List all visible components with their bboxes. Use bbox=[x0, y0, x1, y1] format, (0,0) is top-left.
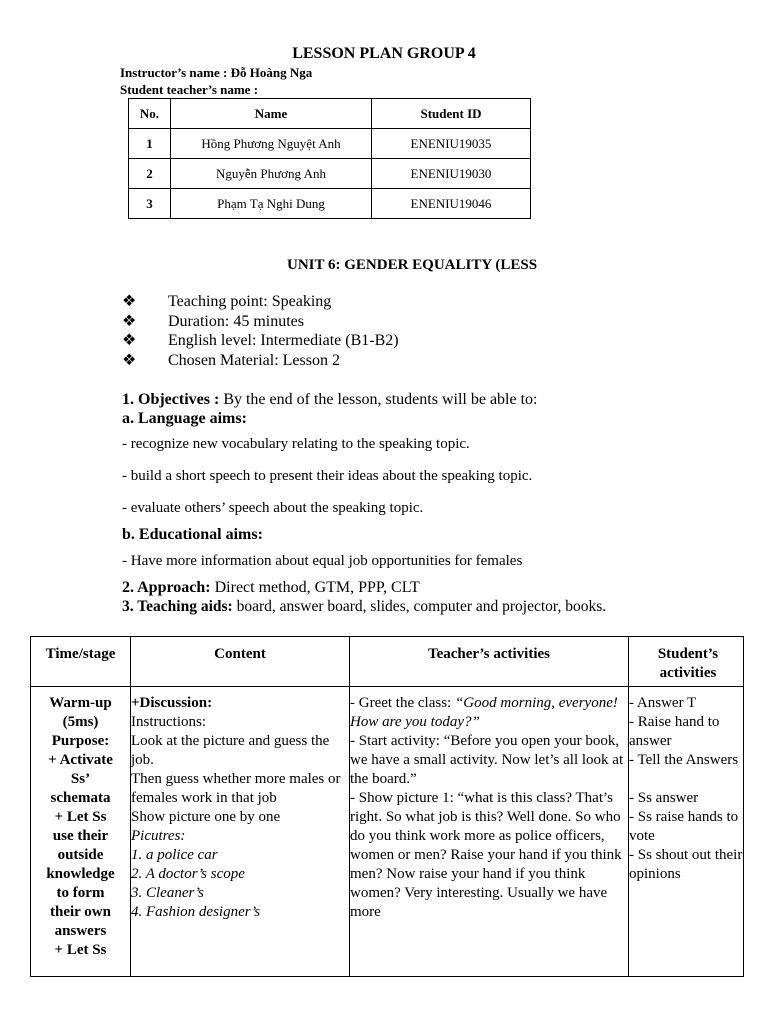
objectives-label: 1. Objectives : bbox=[122, 391, 220, 408]
stage-line: Ss’ bbox=[70, 771, 91, 787]
stage-line: their own bbox=[50, 904, 111, 920]
column-header: Content bbox=[131, 637, 350, 687]
table-header-row bbox=[129, 99, 531, 129]
approach-label: 2. Approach: bbox=[122, 579, 211, 596]
student-activity: - Answer T bbox=[629, 695, 697, 711]
stage-line: + Let Ss bbox=[54, 942, 107, 958]
greet-prefix: - Greet the class: bbox=[350, 695, 455, 711]
column-header: Student ID bbox=[372, 99, 531, 129]
table-row bbox=[31, 687, 744, 977]
student-activity: - Ss raise hands to vote bbox=[629, 809, 739, 844]
diamond-bullet-icon: ❖ bbox=[122, 293, 137, 310]
discussion-heading: +Discussion: bbox=[131, 695, 213, 711]
table-cell: Hồng Phương Nguyệt Anh bbox=[171, 129, 372, 159]
column-header: Time/stage bbox=[31, 637, 131, 687]
educational-aims-label: b. Educational aims: bbox=[122, 526, 263, 543]
spacer bbox=[629, 770, 743, 789]
table-cell: Nguyễn Phương Anh bbox=[171, 159, 372, 189]
language-aim: - evaluate others’ speech about the speaking topic. bbox=[122, 500, 424, 516]
student-activity: - Ss answer bbox=[629, 790, 699, 806]
table-row bbox=[129, 189, 531, 219]
list-item bbox=[122, 351, 399, 371]
approach-text: Direct method, GTM, PPP, CLT bbox=[210, 579, 420, 596]
stage-line: Warm-up bbox=[49, 695, 112, 711]
diamond-bullet-icon: ❖ bbox=[122, 312, 137, 330]
list-item-text: Chosen Material: Lesson 2 bbox=[168, 351, 340, 369]
teaching-aids-label: 3. Teaching aids: bbox=[122, 598, 233, 615]
stage-line: (5ms) bbox=[62, 714, 99, 730]
list-item-text: Teaching point: Speaking bbox=[168, 293, 332, 310]
column-header: Teacher’s activities bbox=[350, 637, 629, 687]
table-cell: 1 bbox=[129, 129, 171, 159]
start-activity: - Start activity: “Before you open your book, we have a small activity. Now let’s all look at the board.” bbox=[350, 733, 624, 787]
table-row bbox=[129, 159, 531, 189]
content-line: Show picture one by one bbox=[131, 809, 281, 825]
table-cell: 3 bbox=[129, 189, 171, 219]
stage-line: Purpose: bbox=[51, 733, 110, 749]
picture-item: 3. Cleaner’s bbox=[131, 885, 204, 901]
diamond-bullet-icon: ❖ bbox=[122, 351, 137, 369]
lesson-plan-table bbox=[30, 636, 744, 977]
approach-line bbox=[122, 579, 420, 597]
instructor-name: Instructor’s name : Đỗ Hoàng Nga bbox=[120, 65, 313, 80]
language-aims-label: a. Language aims: bbox=[122, 410, 247, 427]
page-title: LESSON PLAN GROUP 4 bbox=[292, 45, 476, 62]
teacher-activities-cell bbox=[350, 687, 629, 977]
table-cell: Phạm Tạ Nghi Dung bbox=[171, 189, 372, 219]
column-header: No. bbox=[129, 99, 171, 129]
teaching-aids-line bbox=[122, 598, 606, 616]
stage-line: use their bbox=[52, 828, 109, 844]
stage-line: answers bbox=[54, 923, 107, 939]
picture-item: 2. A doctor’s scope bbox=[131, 866, 245, 882]
table-cell: ENENIU19035 bbox=[372, 129, 531, 159]
student-teacher-name: Student teacher’s name : bbox=[120, 82, 259, 97]
student-activity: - Tell the Answers bbox=[629, 752, 739, 768]
stage-line: + Activate bbox=[48, 752, 113, 768]
lesson-info-list bbox=[122, 292, 399, 370]
column-header: Student’s activities bbox=[629, 637, 744, 687]
student-activity: - Raise hand to answer bbox=[629, 714, 720, 749]
stage-line: outside bbox=[57, 847, 104, 863]
picture-item: 4. Fashion designer’s bbox=[131, 904, 261, 920]
list-item bbox=[122, 292, 399, 312]
stage-line: to form bbox=[56, 885, 105, 901]
column-header: Name bbox=[171, 99, 372, 129]
table-cell: 2 bbox=[129, 159, 171, 189]
language-aim: - recognize new vocabulary relating to the speaking topic. bbox=[122, 436, 470, 452]
content-line: Then guess whether more males or females work in that job bbox=[131, 771, 341, 806]
students-table bbox=[128, 98, 531, 219]
objectives-line bbox=[122, 391, 537, 409]
picture1-activity: - Show picture 1: “what is this class? That’s right. So what job is this? Well done. So who do you think work more as police officers, women or men? Raise your hand if you think men? Now raise your hand if you think women? Very interesting. Usually we have more bbox=[350, 790, 622, 920]
student-activity: - Ss shout out their opinions bbox=[629, 847, 743, 882]
stage-line: schemata bbox=[50, 790, 111, 806]
list-item bbox=[122, 312, 399, 332]
greet-activity bbox=[350, 694, 628, 732]
content-line: Look at the picture and guess the job. bbox=[131, 733, 330, 768]
student-activities-cell bbox=[629, 687, 744, 977]
table-header-row bbox=[31, 637, 744, 687]
list-item bbox=[122, 331, 399, 351]
diamond-bullet-icon: ❖ bbox=[122, 332, 137, 349]
list-item-text: English level: Intermediate (B1-B2) bbox=[168, 332, 399, 349]
list-item-text: Duration: 45 minutes bbox=[168, 312, 304, 330]
pictures-label: Picutres: bbox=[131, 828, 186, 844]
teaching-aids-text: board, answer board, slides, computer and projector, books. bbox=[232, 598, 607, 615]
objectives-text: By the end of the lesson, students will be able to: bbox=[219, 391, 538, 408]
stage-line: knowledge bbox=[46, 866, 115, 882]
table-cell: ENENIU19030 bbox=[372, 159, 531, 189]
unit-title: UNIT 6: GENDER EQUALITY (LESS bbox=[287, 257, 538, 273]
educational-aim: - Have more information about equal job opportunities for females bbox=[122, 553, 523, 569]
greet-quote: “Good morning, everyone! How are you today?” bbox=[350, 695, 618, 730]
stage-line: + Let Ss bbox=[54, 809, 107, 825]
table-row bbox=[129, 129, 531, 159]
picture-item: 1. a police car bbox=[131, 847, 218, 863]
language-aim: - build a short speech to present their ideas about the speaking topic. bbox=[122, 468, 533, 484]
content-cell bbox=[131, 687, 350, 977]
stage-cell bbox=[31, 687, 131, 977]
table-cell: ENENIU19046 bbox=[372, 189, 531, 219]
content-line: Instructions: bbox=[131, 714, 206, 730]
